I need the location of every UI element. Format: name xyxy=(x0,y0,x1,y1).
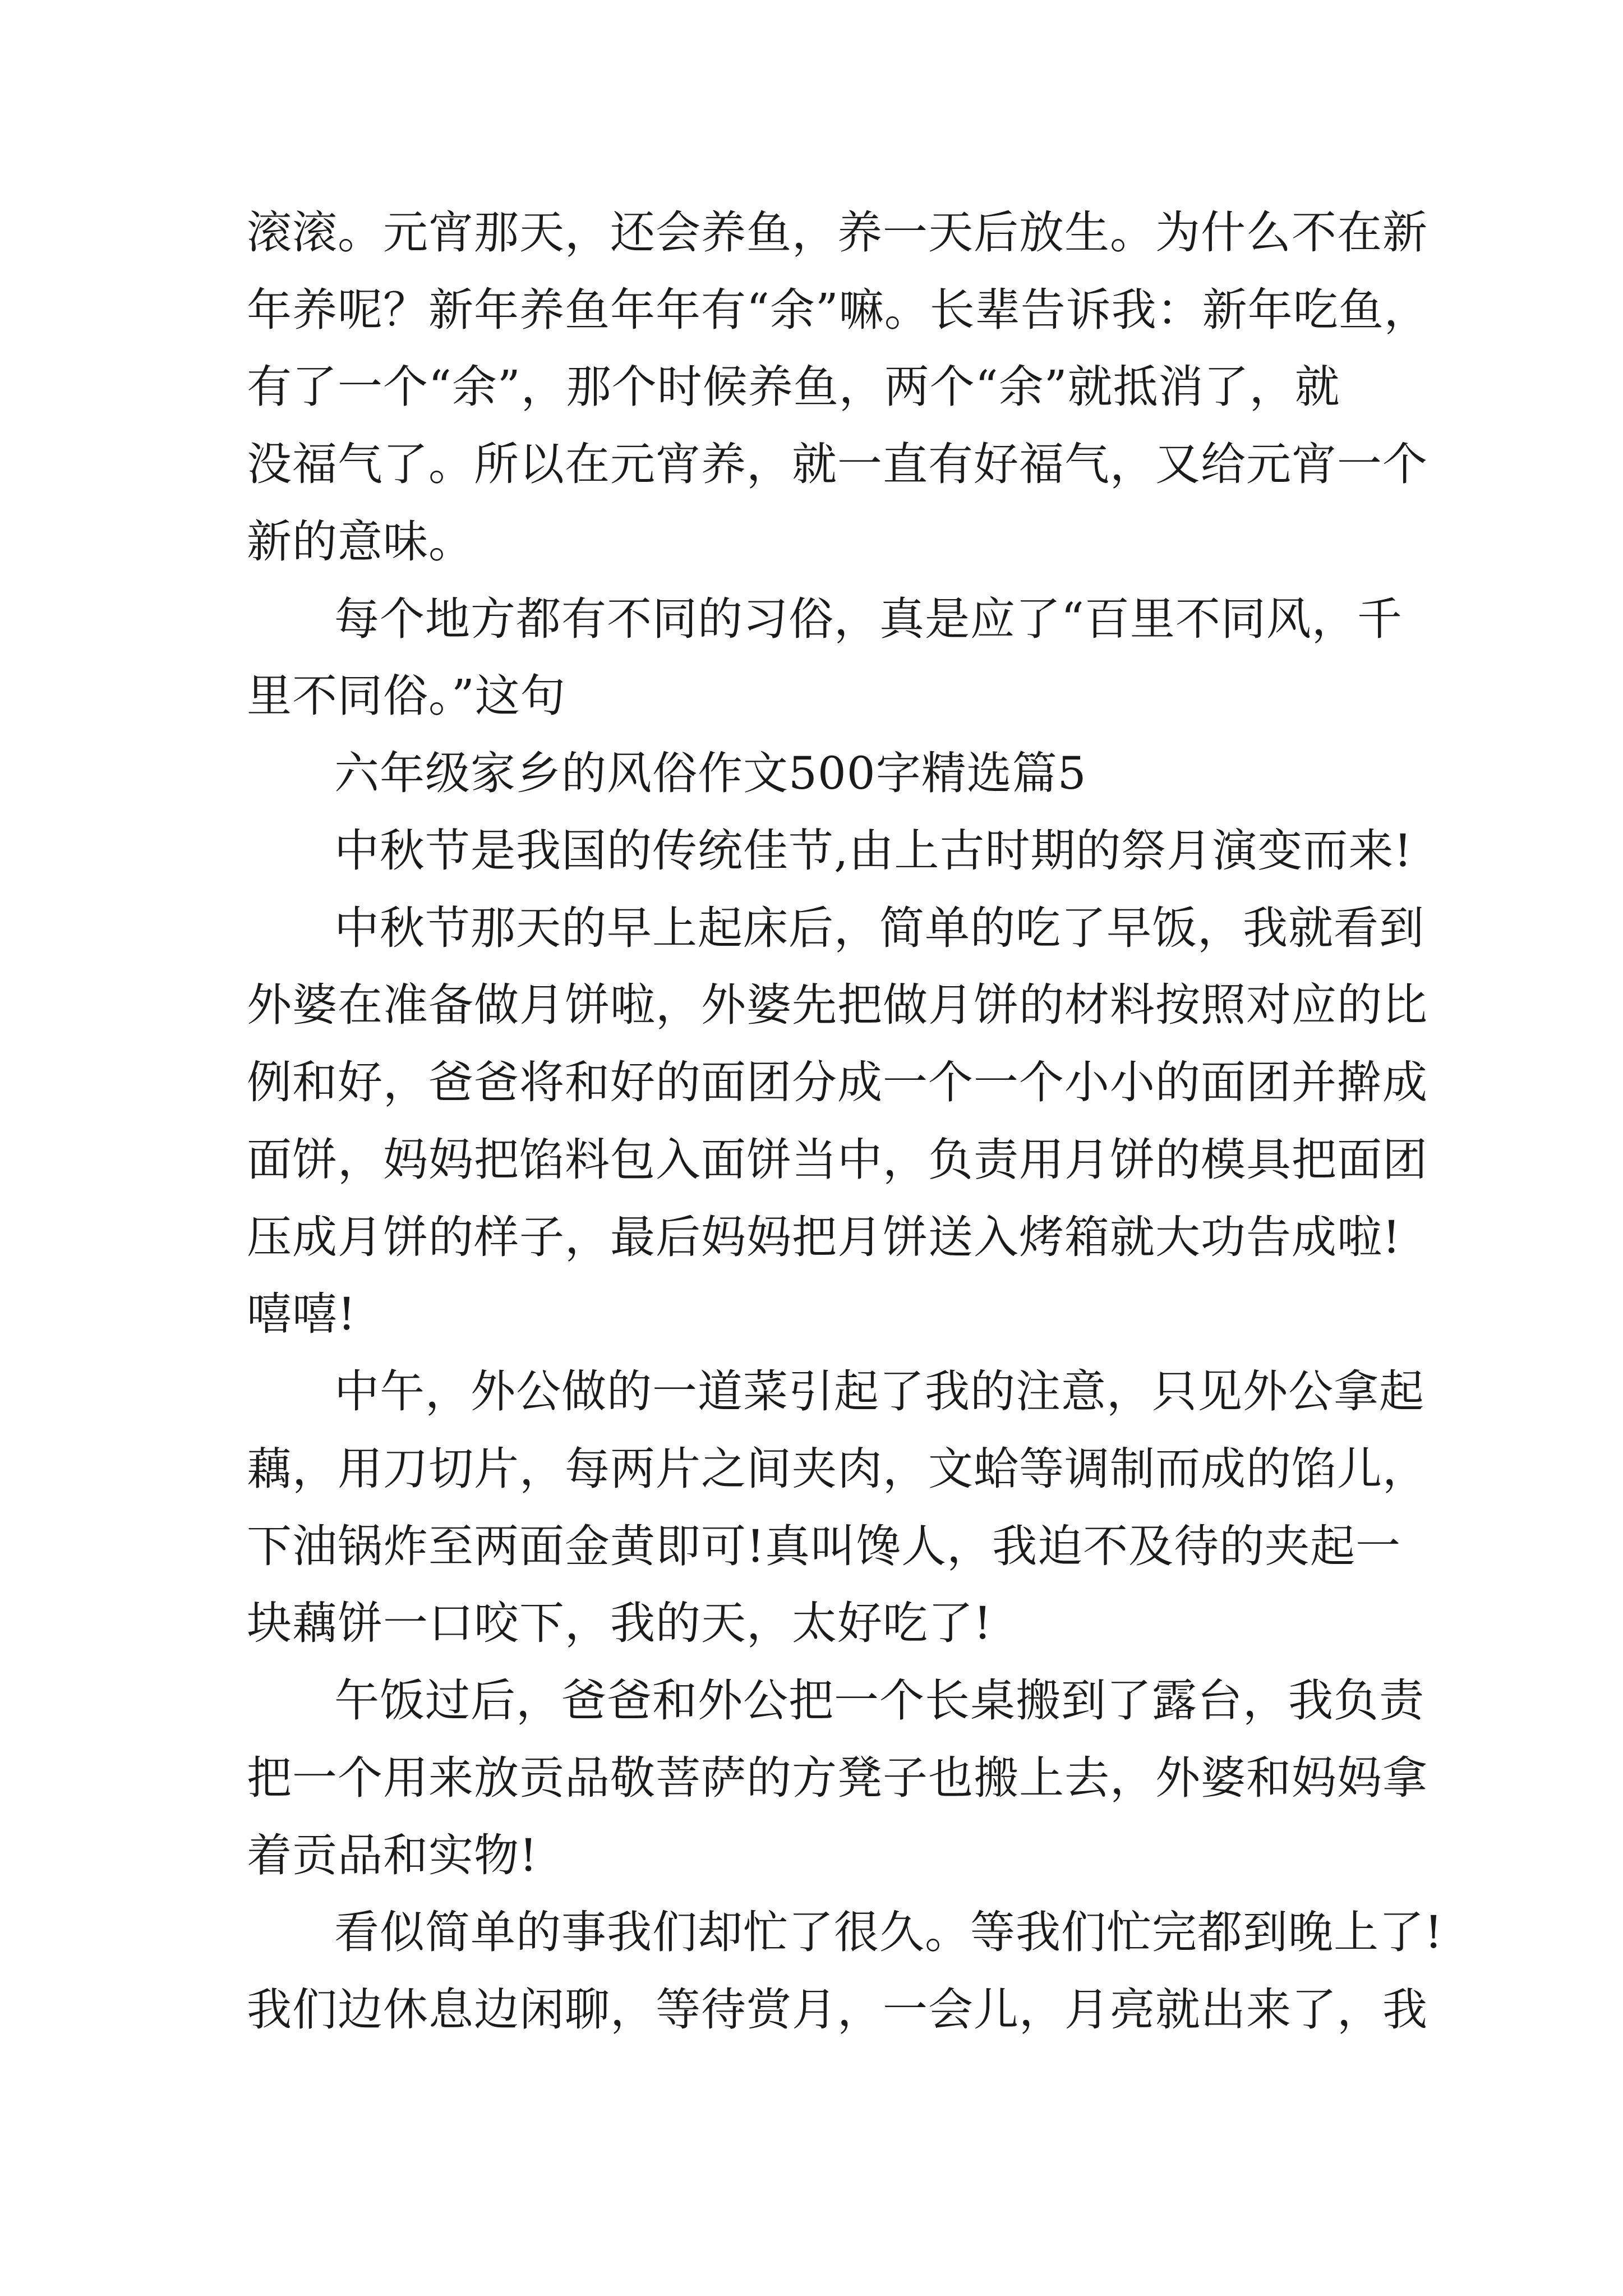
text-line: 嘻嘻! xyxy=(247,1288,357,1340)
text-line: 我们边休息边闲聊，等待赏月，一会儿，月亮就出来了，我 xyxy=(247,1984,1428,2036)
text-line: 有了一个“余”，那个时候养鱼，两个“余”就抵消了，就 xyxy=(247,361,1340,413)
text-line: 下油锅炸至两面金黄即可!真叫馋人，我迫不及待的夹起一 xyxy=(247,1520,1401,1572)
text-line: 面饼，妈妈把馅料包入面饼当中，负责用月饼的模具把面团 xyxy=(247,1134,1428,1186)
text-line: 着贡品和实物! xyxy=(247,1829,538,1881)
text-line: 滚滚。元宵那天，还会养鱼，养一天后放生。为什么不在新 xyxy=(247,206,1428,259)
paragraph-start-line: 每个地方都有不同的习俗，真是应了“百里不同风，千 xyxy=(334,593,1403,645)
text-line: 块藕饼一口咬下，我的天，太好吃了! xyxy=(247,1597,993,1649)
text-line: 把一个用来放贡品敬菩萨的方凳子也搬上去，外婆和妈妈拿 xyxy=(247,1752,1428,1804)
text-line: 藕，用刀切片，每两片之间夹肉，文蛤等调制而成的馅儿， xyxy=(247,1443,1428,1495)
text-line: 没福气了。所以在元宵养，就一直有好福气，又给元宵一个 xyxy=(247,438,1428,490)
paragraph-start-line: 中秋节是我国的传统佳节,由上古时期的祭月演变而来! xyxy=(334,825,1413,877)
section-heading: 六年级家乡的风俗作文500字精选篇5 xyxy=(334,747,1087,799)
text-line: 新的意味。 xyxy=(247,516,474,568)
text-line: 压成月饼的样子，最后妈妈把月饼送入烤箱就大功告成啦! xyxy=(247,1211,1401,1263)
text-line: 外婆在准备做月饼啦，外婆先把做月饼的材料按照对应的比 xyxy=(247,979,1428,1031)
text-line: 例和好，爸爸将和好的面团分成一个一个小小的面团并擀成 xyxy=(247,1056,1428,1108)
text-line: 里不同俗。”这句 xyxy=(247,670,566,722)
text-line: 年养呢？新年养鱼年年有“余”嘛。长辈告诉我：新年吃鱼， xyxy=(247,284,1430,336)
paragraph-start-line: 看似简单的事我们却忙了很久。等我们忙完都到晚上了! xyxy=(334,1906,1444,1958)
paragraph-start-line: 午饭过后，爸爸和外公把一个长桌搬到了露台，我负责 xyxy=(334,1674,1424,1727)
paragraph-start-line: 中秋节那天的早上起床后，简单的吃了早饭，我就看到 xyxy=(334,902,1424,954)
paragraph-start-line: 中午，外公做的一道菜引起了我的注意，只见外公拿起 xyxy=(334,1365,1424,1418)
